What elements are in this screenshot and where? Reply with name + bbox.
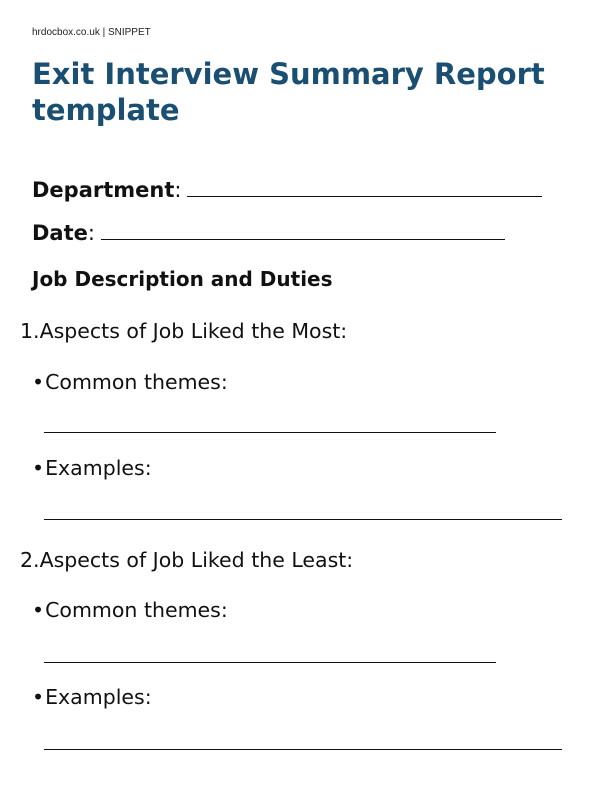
item-number: 1. — [20, 319, 40, 343]
bullet-dot: • — [32, 370, 45, 394]
bullet-common-themes-most — [32, 369, 228, 395]
date-label: Date — [32, 221, 88, 245]
item-label: Aspects of Job Liked the Most: — [39, 319, 348, 343]
answer-line-common-themes-least[interactable] — [44, 662, 496, 663]
bullet-label: Examples: — [45, 456, 152, 480]
page-title: Exit Interview Summary Report template — [32, 57, 545, 127]
item-number: 2. — [20, 548, 40, 572]
item-label: Aspects of Job Liked the Least: — [39, 548, 354, 572]
answer-line-examples-most[interactable] — [44, 519, 562, 520]
bullet-dot: • — [32, 685, 45, 709]
date-separator: : — [87, 221, 95, 245]
numbered-item-liked-least — [20, 547, 353, 573]
bullet-examples-least — [32, 684, 152, 710]
date-field — [32, 219, 505, 246]
bullet-label: Common themes: — [45, 370, 228, 394]
department-label: Department — [32, 178, 175, 202]
section-heading: Job Description and Duties — [32, 267, 333, 291]
date-blank-line[interactable] — [101, 219, 505, 240]
bullet-label: Common themes: — [45, 598, 228, 622]
department-blank-line[interactable] — [187, 176, 542, 197]
bullet-dot: • — [32, 598, 45, 622]
department-field — [32, 176, 542, 203]
bullet-examples-most — [32, 455, 152, 481]
answer-line-examples-least[interactable] — [44, 749, 562, 750]
numbered-item-liked-most — [20, 318, 347, 344]
bullet-dot: • — [32, 456, 45, 480]
source-tag: hrdocbox.co.uk | SNIPPET — [32, 27, 151, 38]
answer-line-common-themes-most[interactable] — [44, 432, 496, 433]
department-separator: : — [174, 178, 182, 202]
bullet-common-themes-least — [32, 597, 228, 623]
bullet-label: Examples: — [45, 685, 152, 709]
